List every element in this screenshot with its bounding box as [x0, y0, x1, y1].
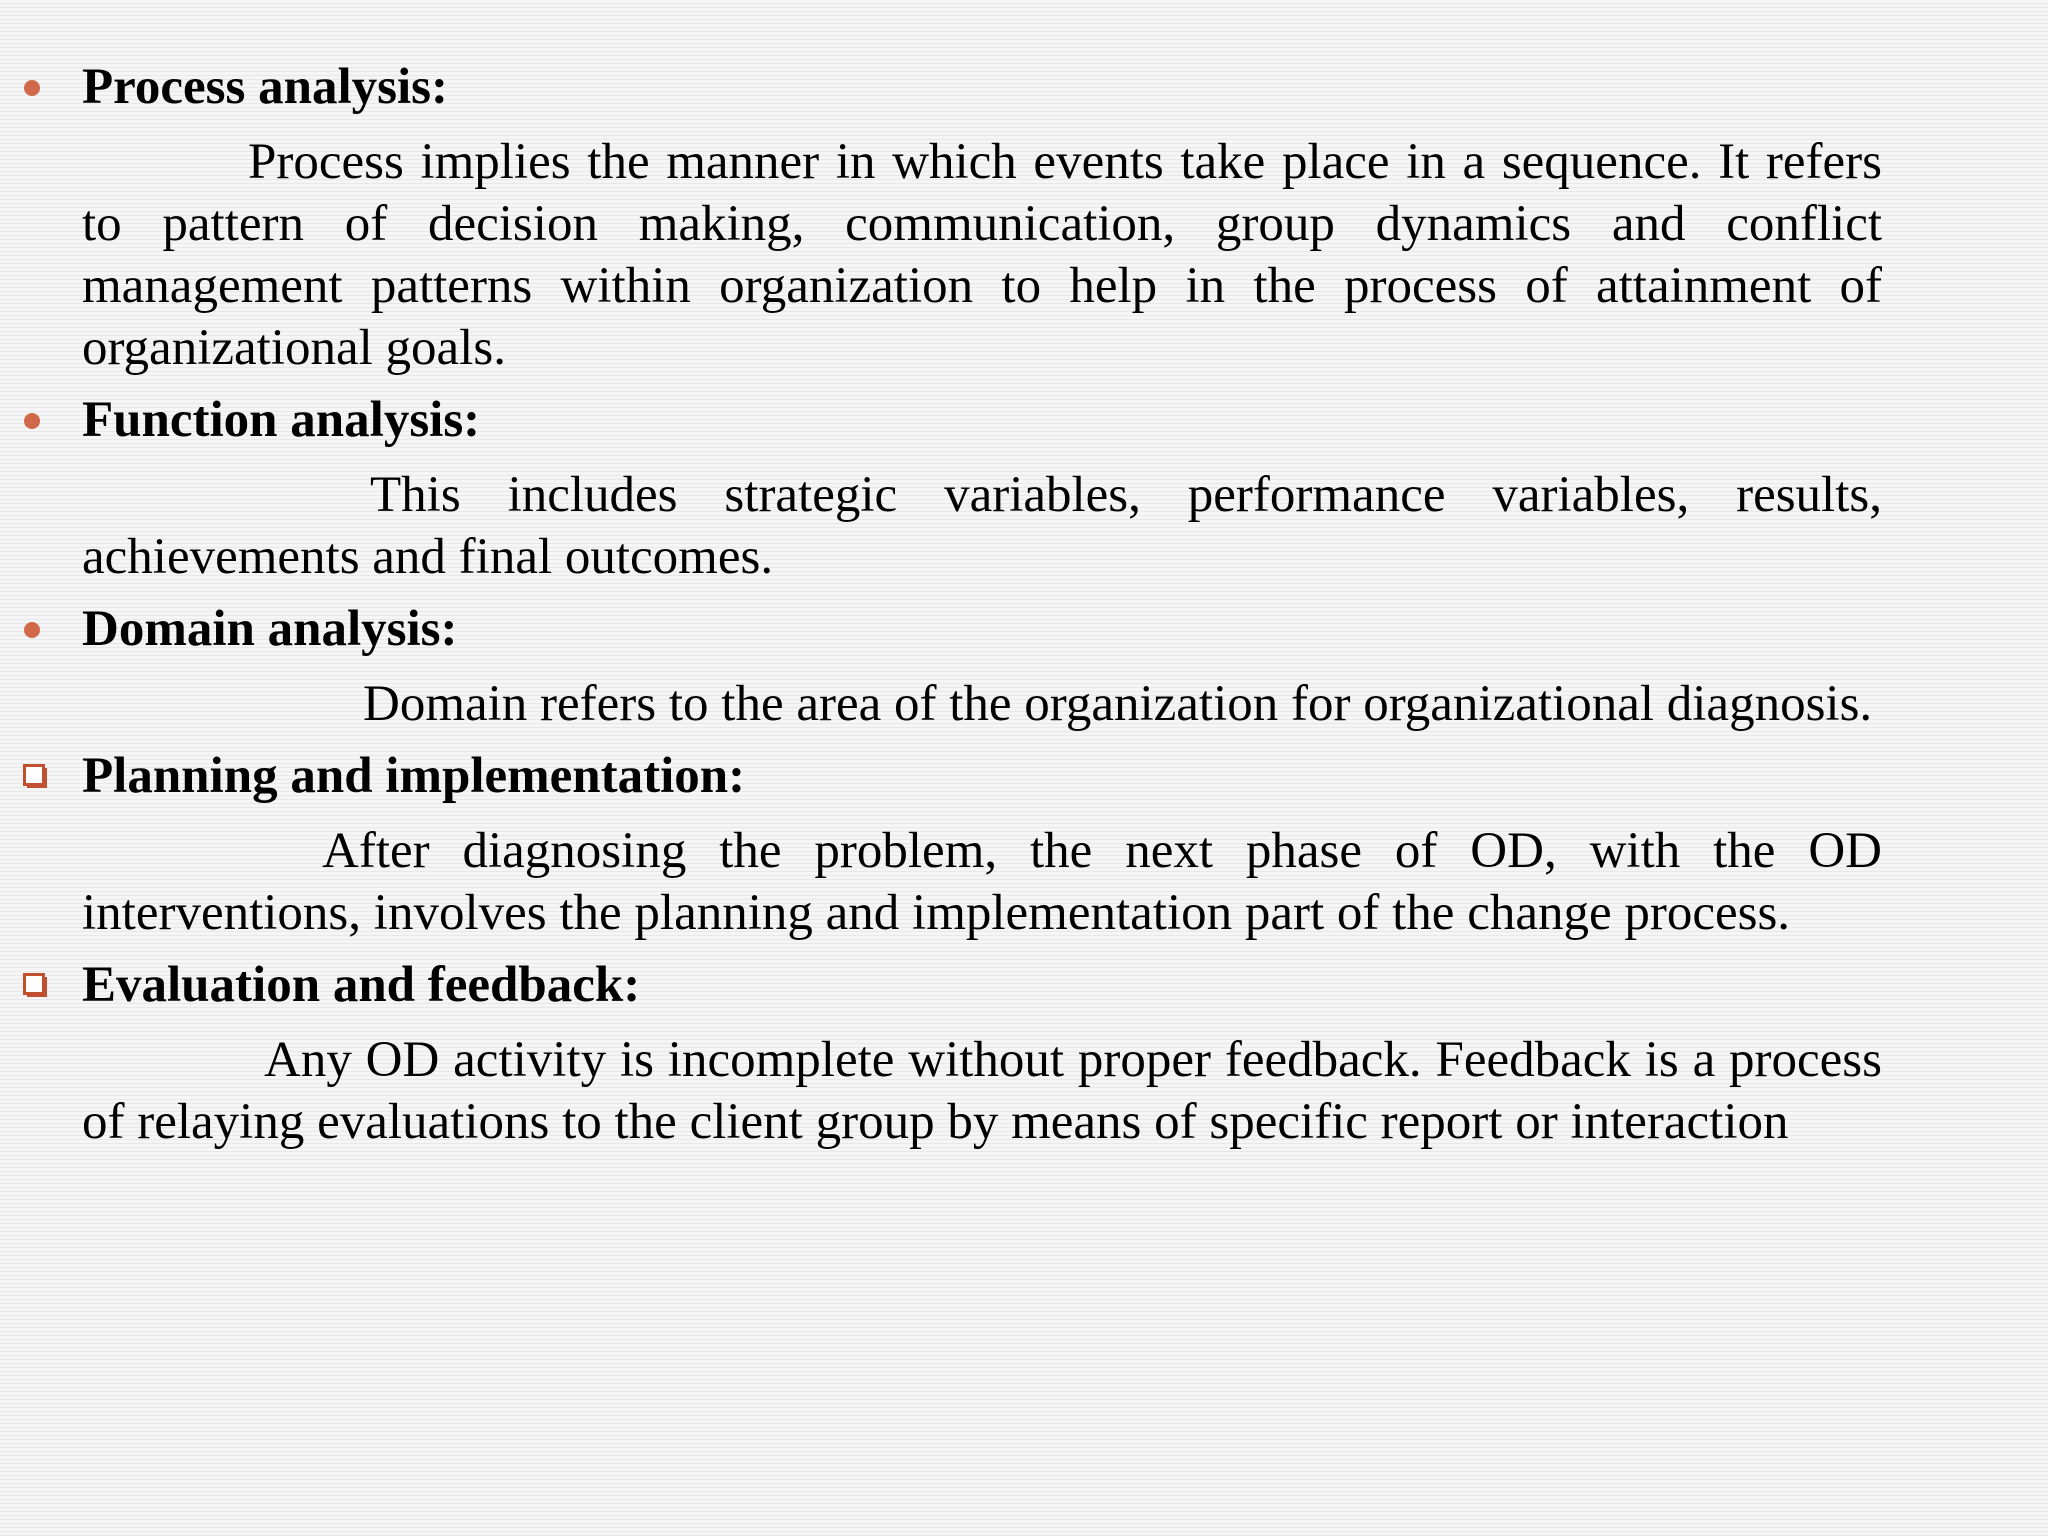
heading-text: Domain analysis:	[82, 601, 458, 657]
round-bullet-icon	[24, 622, 40, 638]
round-bullet-icon	[24, 413, 40, 429]
section-heading	[82, 598, 1882, 660]
round-bullet-icon	[24, 80, 40, 96]
section-body: After diagnosing the problem, the next phase of OD, with the OD interventions, involves the planning and implementation part of the change process.	[82, 823, 1882, 941]
heading-text: Planning and implementation:	[82, 748, 746, 804]
section-function-analysis	[82, 389, 1882, 588]
section-heading	[82, 389, 1882, 451]
section-body: Process implies the manner in which events take place in a sequence. It refers to pattern of decision making, communication, group dynamics and conflict management patterns within organization to help in the process of attainment of organizational goals.	[82, 134, 1882, 376]
section-domain-analysis	[82, 598, 1882, 735]
section-heading	[82, 954, 1882, 1016]
section-evaluation-and-feedback	[82, 954, 1882, 1153]
section-heading	[82, 56, 1882, 118]
heading-text: Function analysis:	[82, 392, 481, 448]
heading-text: Evaluation and feedback:	[82, 957, 641, 1013]
section-heading	[82, 745, 1882, 807]
heading-text: Process analysis:	[82, 59, 448, 115]
section-body: Domain refers to the area of the organization for organizational diagnosis.	[363, 676, 1873, 732]
section-process-analysis	[82, 56, 1882, 379]
section-planning-and-implementation	[82, 745, 1882, 944]
square-bullet-icon	[23, 973, 49, 999]
square-bullet-icon	[23, 764, 49, 790]
section-body: This includes strategic variables, performance variables, results, achievements and final outcomes.	[82, 467, 1882, 585]
slide-content	[82, 56, 1882, 1163]
section-body: Any OD activity is incomplete without proper feedback. Feedback is a process of relaying evaluations to the client group by means of specific report or interaction	[82, 1032, 1882, 1150]
